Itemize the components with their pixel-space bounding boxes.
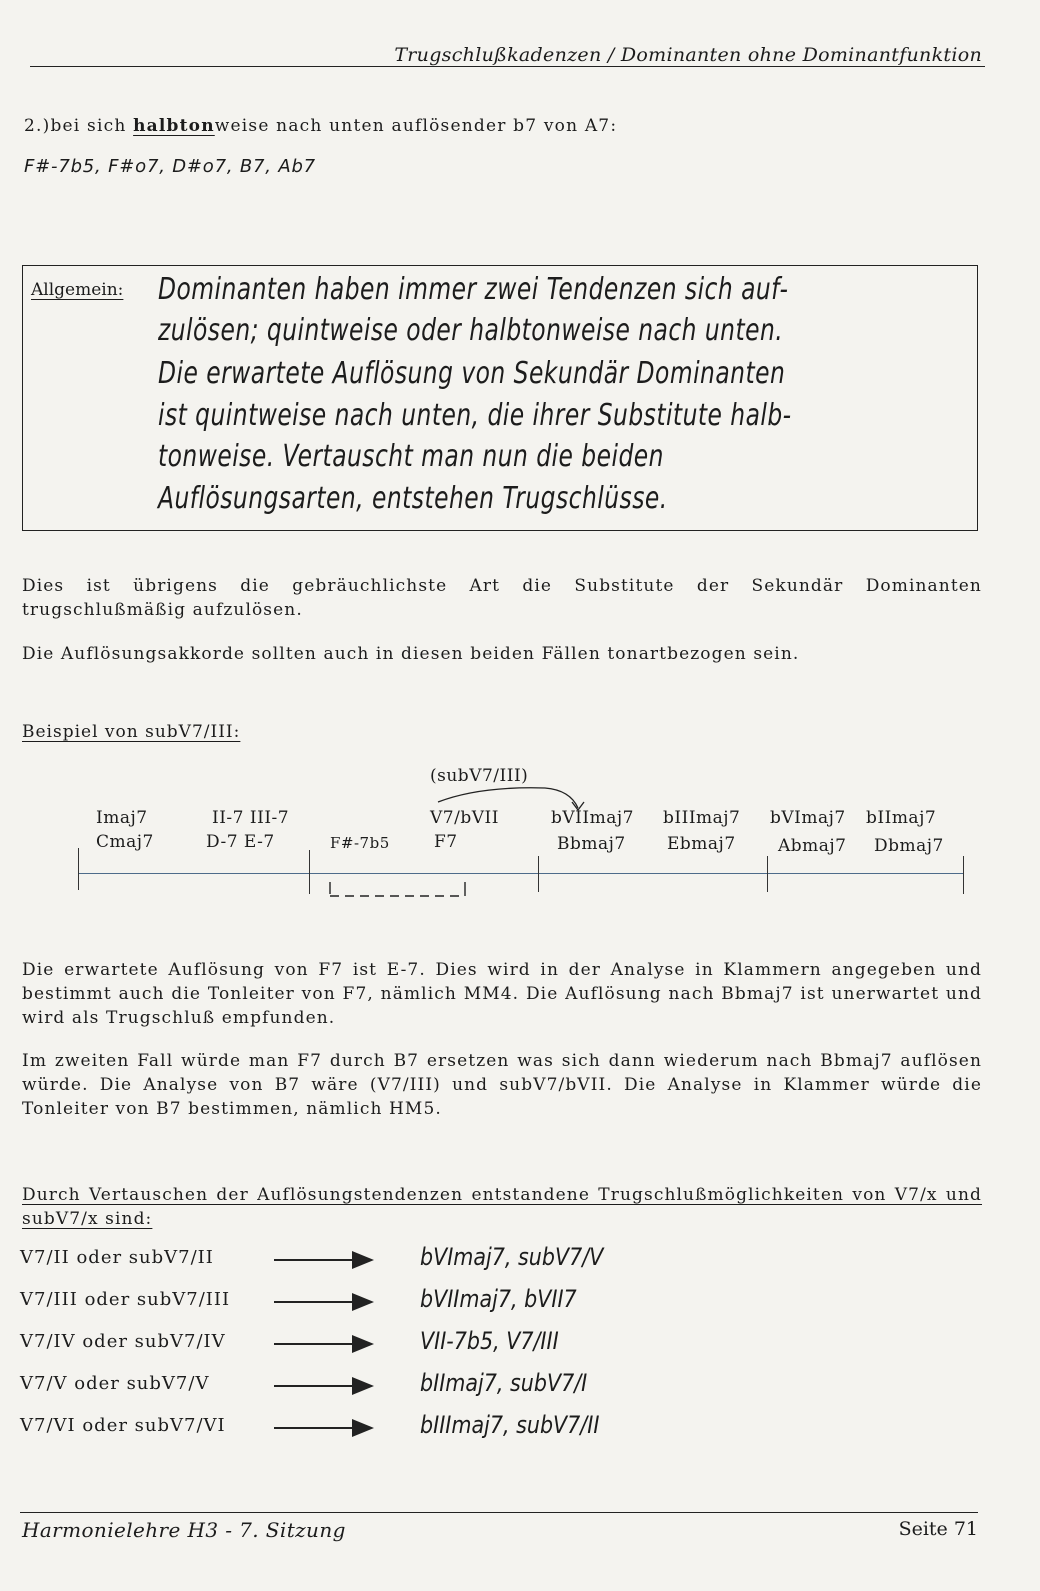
timeline-tick	[78, 848, 79, 890]
chord-3: F#-7b5	[330, 834, 390, 852]
row-source: V7/VI oder subV7/VI	[20, 1415, 226, 1436]
chord-5: Bbmaj7	[557, 834, 626, 854]
chord-8: Dbmaj7	[874, 836, 944, 856]
paragraph-4: Im zweiten Fall würde man F7 durch B7 ersetzen was sich dann wiederum nach Bbmaj7 auflösen würde. Die Analyse von B7 wäre (V7/III) und subV7/bVII. Die Analyse in Klammer würde die Tonleiter von B7 bestimmen, nämlich HM5.	[22, 1051, 982, 1119]
footer-rule	[20, 1512, 978, 1513]
row-target: bIIImaj7, subV7/II	[420, 1411, 600, 1439]
list-row	[20, 1327, 720, 1361]
ii-v-bracket	[325, 880, 475, 900]
row-target: VII-7b5, V7/III	[420, 1327, 559, 1355]
chord-6: Ebmaj7	[667, 834, 736, 854]
analysis-6: bVImaj7	[770, 808, 846, 828]
arrow-line	[274, 1259, 354, 1261]
timeline-tick	[963, 856, 964, 894]
row-source: V7/III oder subV7/III	[20, 1289, 231, 1310]
chord-7: Abmaj7	[778, 836, 847, 856]
arrow-line	[274, 1385, 354, 1387]
arrow-line	[274, 1343, 354, 1345]
row-target: bVImaj7, subV7/V	[420, 1243, 604, 1271]
box-line-2: zulösen; quintweise oder halbtonweise nach unten.	[158, 313, 784, 348]
analysis-5: bIIImaj7	[663, 808, 741, 828]
analysis-2: II-7 III-7	[212, 808, 290, 828]
intro-line	[24, 116, 617, 136]
analysis-4: bVIImaj7	[551, 808, 634, 828]
analysis-1: Imaj7	[96, 808, 148, 828]
arrow-line	[274, 1427, 354, 1429]
arrow-head-icon	[352, 1293, 374, 1311]
row-target: bVIImaj7, bVII7	[420, 1285, 577, 1313]
box-line-1: Dominanten haben immer zwei Tendenzen sich auf-	[158, 272, 789, 307]
box-line-3: Die erwartete Auflösung von Sekundär Dominanten	[158, 356, 786, 391]
analysis-3: V7/bVII	[430, 808, 499, 828]
row-target: bIImaj7, subV7/I	[420, 1369, 588, 1397]
box-line-4: ist quintweise nach unten, die ihrer Substitute halb-	[158, 398, 792, 433]
paragraph-3: Die erwartete Auflösung von F7 ist E-7. Dies wird in der Analyse in Klammern angegeben und bestimmt auch die Tonleiter von F7, nämlich MM4. Die Auflösung nach Bbmaj7 ist unerwartet und wird als Trugschluß empfunden.	[22, 960, 982, 1028]
bracket-label: (subV7/III)	[430, 766, 529, 786]
list-row	[20, 1369, 720, 1403]
arrow-head-icon	[352, 1251, 374, 1269]
arrow-head-icon	[352, 1377, 374, 1395]
arrow-line	[274, 1301, 354, 1303]
example-heading: Beispiel von subV7/III:	[22, 722, 241, 742]
box-line-6: Auflösungsarten, entstehen Trugschlüsse.	[158, 481, 668, 516]
list-heading: Durch Vertauschen der Auflösungstendenzen entstandene Trugschlußmöglichkeiten von V7/x und subV7/x sind:	[22, 1185, 982, 1229]
timeline-tick	[767, 856, 768, 892]
box-label: Allgemein:	[31, 280, 124, 300]
paragraph-1: Dies ist übrigens die gebräuchlichste Art die Substitute der Sekundär Dominanten trugschlußmäßig aufzulösen.	[22, 576, 982, 620]
chord-4: F7	[434, 832, 458, 852]
box-line-5: tonweise. Vertauscht man nun die beiden	[158, 439, 664, 474]
header-rule	[30, 66, 985, 67]
intro-emph: halbton	[133, 116, 215, 136]
list-row	[20, 1411, 720, 1445]
arrow-head-icon	[352, 1419, 374, 1437]
intro-prefix: 2.)bei sich	[24, 116, 134, 136]
row-source: V7/V oder subV7/V	[20, 1373, 210, 1394]
timeline-tick	[309, 850, 310, 894]
timeline-tick	[538, 856, 539, 892]
running-header: Trugschlußkadenzen / Dominanten ohne Dominantfunktion	[394, 44, 982, 66]
analysis-7: bIImaj7	[866, 808, 937, 828]
arrow-head-icon	[352, 1335, 374, 1353]
list-row	[20, 1243, 720, 1277]
paragraph-2: Die Auflösungsakkorde sollten auch in diesen beiden Fällen tonartbezogen sein.	[22, 644, 800, 664]
chord-1: Cmaj7	[96, 832, 154, 852]
list-row	[20, 1285, 720, 1319]
page-number: Seite 71	[898, 1518, 978, 1540]
footer-course: Harmonielehre H3 - 7. Sitzung	[22, 1518, 346, 1542]
intro-chords: F#-7b5, F#o7, D#o7, B7, Ab7	[24, 156, 316, 177]
row-source: V7/II oder subV7/II	[20, 1247, 214, 1268]
intro-suffix: weise nach unten auflösender b7 von A7:	[214, 116, 618, 136]
timeline-line	[78, 873, 964, 874]
row-source: V7/IV oder subV7/IV	[20, 1331, 226, 1352]
chord-2: D-7 E-7	[206, 832, 275, 852]
